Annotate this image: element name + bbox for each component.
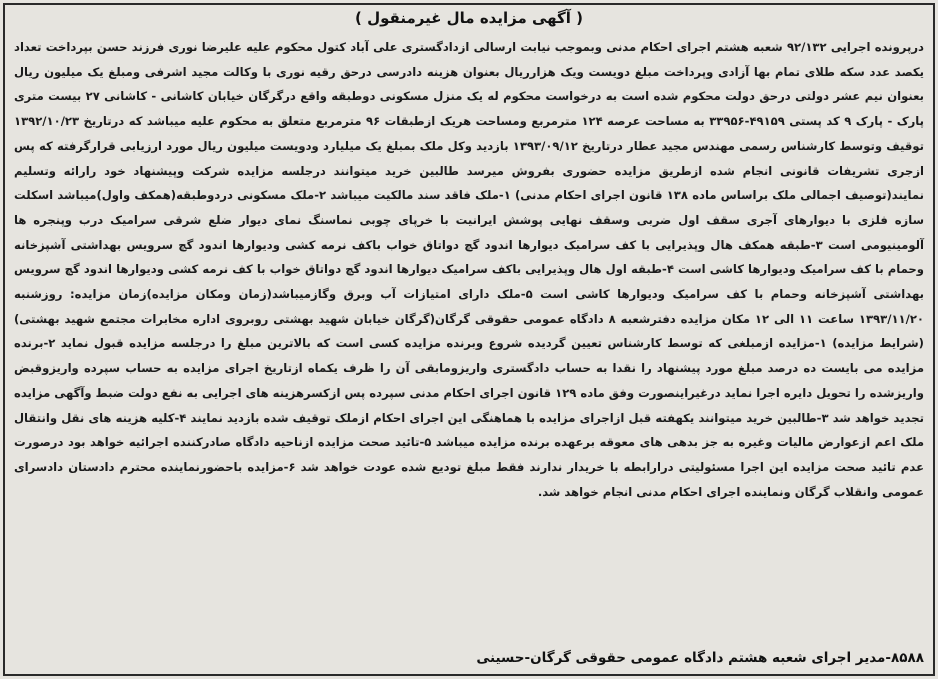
notice-body: درپرونده اجرایی ۹۲/۱۳۲ شعبه هشتم اجرای احکام مدنی وبموجب نیابت ارسالی ازدادگستری علی آباد کتول محکوم علیه علیرضا نوری فرزند حسن بپرداخت تعداد یکصد عدد سکه طلای تمام بها آزادی وپرداخت مبلغ دویست ویک هزارریال بعنوان هزینه دادرسی درحق رقیه نوری با وکالت مجید اشرفی ومبلغ یک میلیون ریال بعنوان نیم عشر دولتی درحق دولت محکوم شده است به درخواست محکوم له یک منزل مسکونی دوطبقه واقع درگرگان خیابان کاشانی - کاشانی ۲۷ بیست متری پارک - پارک ۹ کد پستی ۴۹۱۵۹-۳۳۹۵۶ به مساحت عرصه ۱۲۴ مترمربع ومساحت هریک ازطبقات ۹۶ مترمربع متعلق به محکوم علیه میباشد که درتاریخ ۱۳۹۲/۱۰/۲۳ توقیف وتوسط کارشناس رسمی مهندس مجید عطار درتاریخ ۱۳۹۳/۰۹/۱۲ بازدید وکل ملک بمبلغ یک میلیارد ودویست میلیون ریال مورد ارزیابی قرارگرفته که پس ازجری تشریفات قانونی انجام شده ازطریق مزایده حضوری بفروش میرسد طالبین خرید میتوانند درجلسه مزایده شرکت وپیشنهاد خود رارائه وتسلیم نمایند(توصیف اجمالی ملک براساس ماده ۱۳۸ قانون اجرای احکام مدنی) ۱-ملک فاقد سند مالکیت میباشد ۲-ملک مسکونی دردوطبقه(همکف واول)میباشد اسکلت سازه فلزی با دیوارهای آجری سقف اول ضربی وسقف نهایی پوشش ایرانیت با خرپای چوبی نماسنگ نمای دیوار ضلع شرقی سرامیک درب وپنجره ها آلومینیومی است ۳-طبقه همکف هال وپذیرایی با کف سرامیک دیوارها اندود گچ دواتاق خواب باکف نرمه کشی ودیوارها اندود گچ سرویس بهداشتی آشپزخانه وحمام با کف سرامیک ودیوارها کاشی است ۴-طبقه اول هال وپذیرایی باکف سرامیک دیوارها اندود گچ دواتاق خواب با کف نرمه کشی ودیوارها اندود گچ سرویس بهداشتی آشپزخانه وحمام با کف سرامیک ودیوارها کاشی است ۵-ملک دارای امتیازات آب وبرق وگازمیباشد(زمان ومکان مزایده)زمان مزایده: روزشنبه ۱۳۹۳/۱۱/۲۰ ساعت ۱۱ الی ۱۲ مکان مزایده دفترشعبه ۸ دادگاه عمومی حقوقی گرگان(گرگان خیابان شهید بهشتی روبروی اداره مخابرات مجتمع شهید بهشتی)(شرایط مزایده) ۱-مزایده ازمبلغی که توسط کارشناس تعیین گردیده شروع وبرنده مزایده کسی است که بالاترین مبلغ را درجلسه مزایده قبول نماید ۲-برنده مزایده می بایست ده درصد مبلغ مورد پیشنهاد را نقدا به حساب دادگستری واریزومابقی آن را ظرف یکماه ازتاریخ اجرای مزایده به حساب سپرده واریزوقبض واریزشده را تحویل دایره اجرا نماید درغیراینصورت وفق ماده ۱۲۹ قانون اجرای احکام مدنی سپرده پس ازکسرهزینه های اجرایی به نفع دولت ضبط وآگهی مزایده تجدید خواهد شد ۳-طالبین خرید میتوانند یکهفته قبل ازاجرای مزایده با هماهنگی این اجرای احکام ازملک توقیف شده بازدید نمایند ۴-کلیه هزینه های نقل وانتقال ملک اعم ازعوارض مالیات وغیره به جز بدهی های معوقه برعهده برنده مزایده میباشد ۵-تائید صحت مزایده ازناحیه دادگاه صادرکننده اجرائیه خواهد بود درصورت عدم تائید صحت مزایده این اجرا مسئولیتی درارابطه با خریدار ندارند فقط مبلغ تودیع شده عودت خواهد شد ۶-مزایده باحضورنماینده محترم دادستان دادسرای عمومی وانقلاب گرگان ونماینده اجرای احکام مدنی انجام خواهد شد. — [14, 40, 925, 499]
notice-title: ( آگهی مزایده مال غیرمنقول ) — [355, 9, 583, 27]
notice-signature: ۸۵۸۸-مدیر اجرای شعبه هشتم دادگاه عمومی حقوقی گرگان-حسینی — [476, 650, 924, 666]
